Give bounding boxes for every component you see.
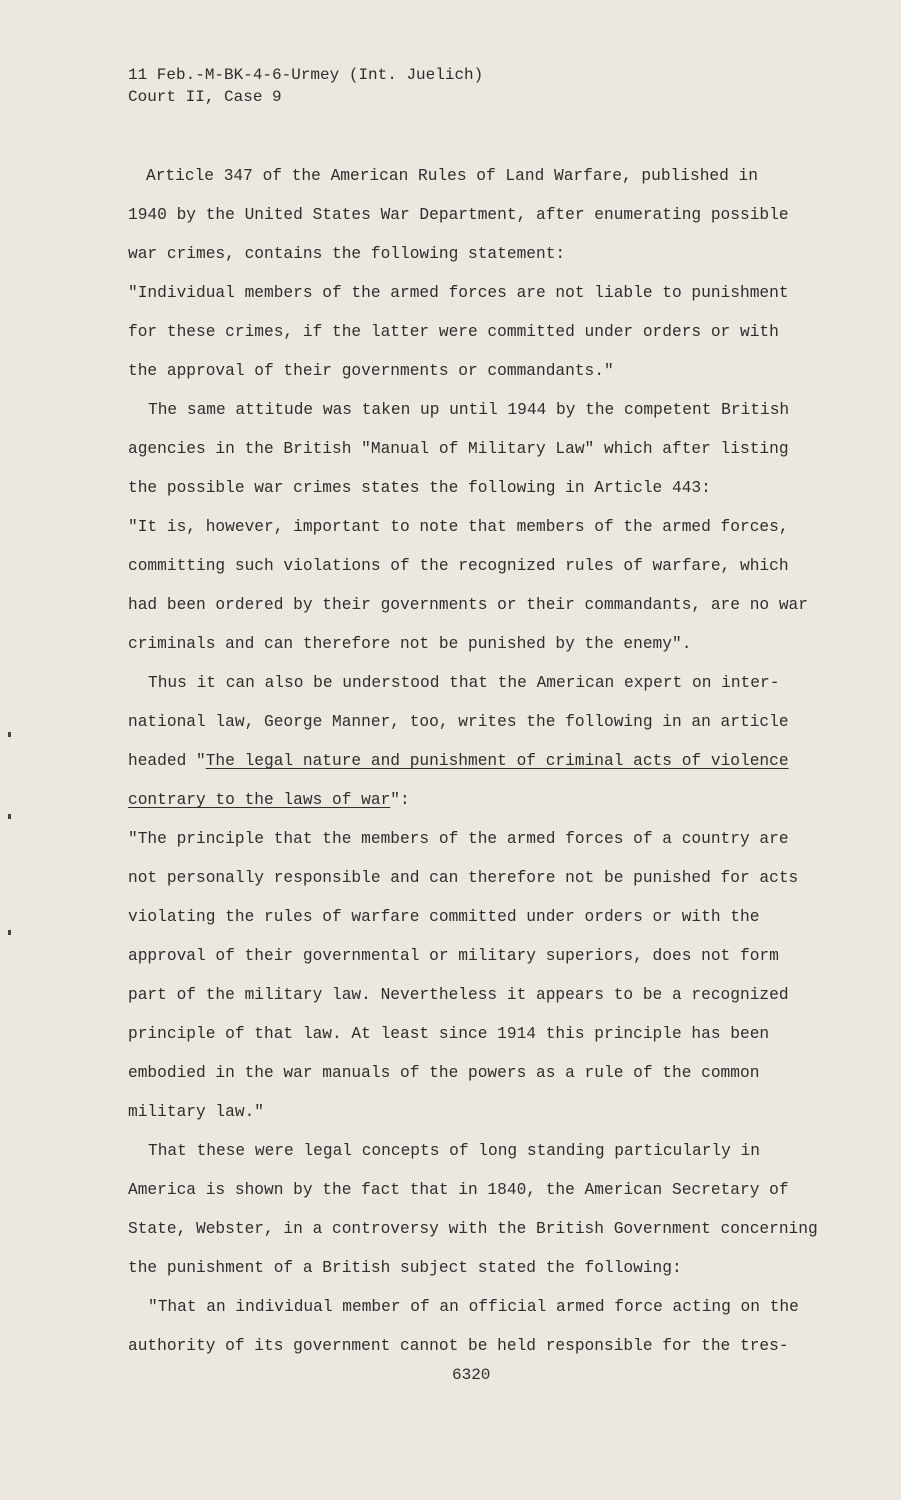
text-line: 1940 by the United States War Department, after enumerating possible <box>128 206 789 224</box>
article-title-cont: contrary to the laws of war <box>128 791 391 809</box>
text-line: violating the rules of warfare committed under orders or with the <box>128 908 760 926</box>
text-line: "That an individual member of an official armed force acting on the <box>148 1298 799 1316</box>
text-line: war crimes, contains the following statement: <box>128 245 566 263</box>
text-line: "It is, however, important to note that members of the armed forces, <box>128 518 789 536</box>
heading-prefix: headed " <box>128 752 206 770</box>
margin-mark <box>8 732 11 737</box>
text-line: for these crimes, if the latter were committed under orders or with <box>128 323 779 341</box>
heading-suffix: ": <box>390 791 410 809</box>
margin-mark <box>8 930 11 935</box>
text-line: America is shown by the fact that in 1840, the American Secretary of <box>128 1181 789 1199</box>
text-line: approval of their governmental or military superiors, does not form <box>128 947 779 965</box>
text-line: State, Webster, in a controversy with the British Government concerning <box>128 1220 818 1238</box>
text-line: embodied in the war manuals of the powers as a rule of the common <box>128 1064 760 1082</box>
text-line: committing such violations of the recognized rules of warfare, which <box>128 557 789 575</box>
text-line: Thus it can also be understood that the American expert on inter- <box>148 674 780 692</box>
text-line: Article 347 of the American Rules of Land Warfare, published in <box>146 167 758 185</box>
text-line: had been ordered by their governments or their commandants, are no war <box>128 596 808 614</box>
margin-mark <box>8 814 11 819</box>
text-line: principle of that law. At least since 1914 this principle has been <box>128 1025 770 1043</box>
document-header <box>128 64 483 108</box>
text-line: "Individual members of the armed forces are not liable to punishment <box>128 284 789 302</box>
text-line: the approval of their governments or commandants." <box>128 362 614 380</box>
article-title: The legal nature and punishment of criminal acts of violence <box>205 752 789 770</box>
text-line: criminals and can therefore not be punished by the enemy". <box>128 635 692 653</box>
text-line: military law." <box>128 1103 264 1121</box>
text-line: national law, George Manner, too, writes the following in an article <box>128 713 789 731</box>
text-line-article-heading <box>128 742 828 781</box>
header-court: Court II, Case 9 <box>128 88 282 106</box>
text-line: part of the military law. Nevertheless it appears to be a recognized <box>128 986 789 1004</box>
text-line: authority of its government cannot be held responsible for the tres- <box>128 1337 789 1355</box>
text-line-article-heading-cont <box>128 781 828 820</box>
text-line: "The principle that the members of the armed forces of a country are <box>128 830 789 848</box>
text-line: The same attitude was taken up until 1944 by the competent British <box>148 401 790 419</box>
text-line: That these were legal concepts of long standing particularly in <box>148 1142 760 1160</box>
text-line: the possible war crimes states the following in Article 443: <box>128 479 711 497</box>
body-text <box>128 157 828 1366</box>
text-line: not personally responsible and can therefore not be punished for acts <box>128 869 799 887</box>
text-line: the punishment of a British subject stated the following: <box>128 1259 682 1277</box>
page-number: 6320 <box>452 1366 491 1384</box>
text-line: agencies in the British "Manual of Military Law" which after listing <box>128 440 789 458</box>
header-case-reference: 11 Feb.-M-BK-4-6-Urmey (Int. Juelich) <box>128 66 484 84</box>
